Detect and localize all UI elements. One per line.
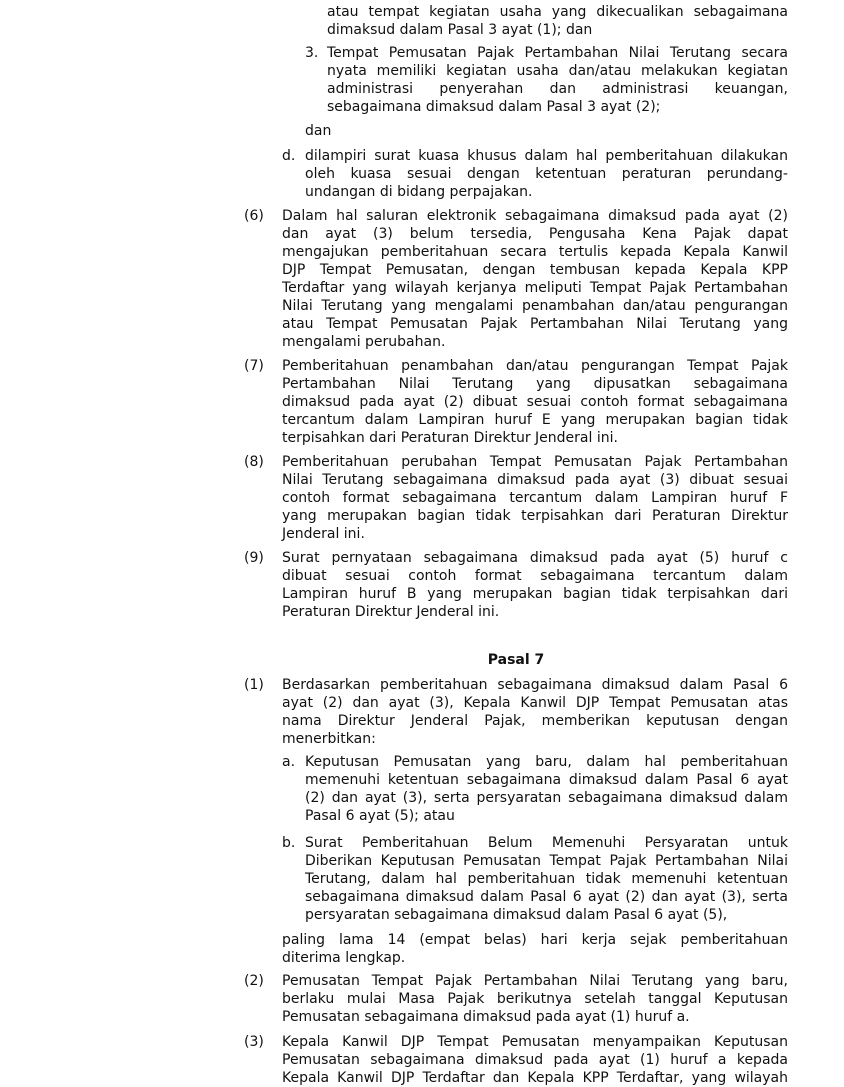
text-line: nama Direktur Jenderal Pajak, memberikan keputusan dengan xyxy=(282,713,788,729)
text-line: sebagaimana dimaksud dalam Pasal 3 ayat (2); xyxy=(327,99,661,115)
item-number: d. xyxy=(282,148,296,164)
text-line: yang merupakan bagian tidak terpisahkan dari Peraturan Direktur xyxy=(282,508,788,524)
text-line: Kepala Kanwil DJP Tempat Pemusatan menyampaikan Keputusan xyxy=(282,1034,788,1050)
item-number: (1) xyxy=(244,677,264,693)
text-line: undangan di bidang perpajakan. xyxy=(305,184,533,200)
paragraph-item-d xyxy=(305,147,788,201)
text-line: administrasi penyerahan dan administrasi keuangan, xyxy=(327,81,788,97)
paragraph-ayat-7 xyxy=(282,357,788,447)
text-line: Surat Pemberitahuan Belum Memenuhi Persyaratan untuk xyxy=(305,835,788,851)
text-line: Keputusan Pemusatan yang baru, dalam hal pemberitahuan xyxy=(305,754,788,770)
text-line: ayat (2) dan ayat (3), Kepala Kanwil DJP Tempat Pemusatan atas xyxy=(282,695,788,711)
text-line: Surat pernyataan sebagaimana dimaksud pada ayat (5) huruf c xyxy=(282,550,788,566)
text-line: Berdasarkan pemberitahuan sebagaimana dimaksud dalam Pasal 6 xyxy=(282,677,788,693)
paragraph-ayat-9 xyxy=(282,549,788,621)
text-line: berlaku mulai Masa Pajak berikutnya setelah tanggal Keputusan xyxy=(282,991,788,1007)
paragraph-dan xyxy=(305,122,788,140)
text-line: Dalam hal saluran elektronik sebagaimana dimaksud pada ayat (2) xyxy=(282,208,788,224)
text-line: atau tempat kegiatan usaha yang dikecualikan sebagaimana xyxy=(327,4,788,20)
item-number: a. xyxy=(282,754,296,770)
text-line: tercantum dalam Lampiran huruf E yang merupakan bagian tidak xyxy=(282,412,788,428)
text-line: Peraturan Direktur Jenderal ini. xyxy=(282,604,500,620)
text-line: Pemusatan sebagaimana dimaksud pada ayat (1) huruf a kepada xyxy=(282,1052,788,1068)
item-number: (7) xyxy=(244,358,264,374)
paragraph-ayat-8 xyxy=(282,453,788,543)
text-line: Terdaftar yang wilayah kerjanya meliputi Tempat Pajak Pertambahan xyxy=(282,280,788,296)
text-line: Nilai Terutang yang mengalami penambahan dan/atau pengurangan xyxy=(282,298,788,314)
item-number: (6) xyxy=(244,208,264,224)
paragraph-p7-item-a xyxy=(305,753,788,825)
text-line: memenuhi ketentuan sebagaimana dimaksud dalam Pasal 6 ayat xyxy=(305,772,788,788)
item-number: (3) xyxy=(244,1034,264,1050)
text-line: dan ayat (3) belum tersedia, Pengusaha Kena Pajak dapat xyxy=(282,226,788,242)
text-line: oleh kuasa sesuai dengan ketentuan peraturan perundang- xyxy=(305,166,788,182)
text-line: DJP Tempat Pemusatan, dengan tembusan kepada Kepala KPP xyxy=(282,262,788,278)
text-line: mengalami perubahan. xyxy=(282,334,446,350)
item-number: b. xyxy=(282,835,296,851)
text-line: Jenderal ini. xyxy=(282,526,365,542)
pasal-heading: Pasal 7 xyxy=(487,652,545,668)
text-line: Pemberitahuan perubahan Tempat Pemusatan Pajak Pertambahan xyxy=(282,454,788,470)
text-line: mengajukan pemberitahuan secara tertulis kepada Kepala Kanwil xyxy=(282,244,788,260)
item-number: (2) xyxy=(244,973,264,989)
text-line: Pemberitahuan penambahan dan/atau pengurangan Tempat Pajak xyxy=(282,358,788,374)
paragraph-p7-ayat-1 xyxy=(282,676,788,748)
text-line: (2) dan ayat (3), serta persyaratan sebagaimana dimaksud dalam xyxy=(305,790,788,806)
text-line: terpisahkan dari Peraturan Direktur Jenderal ini. xyxy=(282,430,618,446)
paragraph-ayat-6 xyxy=(282,207,788,351)
paragraph-p7-ayat-3 xyxy=(282,1033,788,1087)
text-line: Pertambahan Nilai Terutang yang dipusatkan sebagaimana xyxy=(282,376,788,392)
paragraph-item-3 xyxy=(327,44,788,116)
text-line: Diberikan Keputusan Pemusatan Tempat Pajak Pertambahan Nilai xyxy=(305,853,788,869)
text-line: paling lama 14 (empat belas) hari kerja sejak pemberitahuan xyxy=(282,932,788,948)
item-number: 3. xyxy=(305,45,319,61)
text-line: Pemusatan sebagaimana dimaksud pada ayat (1) huruf a. xyxy=(282,1009,690,1025)
text-line: Tempat Pemusatan Pajak Pertambahan Nilai Terutang secara xyxy=(327,45,788,61)
text-line: Pasal 6 ayat (5); atau xyxy=(305,808,455,824)
text-line: dimaksud pada ayat (2) dibuat sesuai contoh format sebagaimana xyxy=(282,394,788,410)
text-line: dilampiri surat kuasa khusus dalam hal pemberitahuan dilakukan xyxy=(305,148,788,164)
paragraph-p7-item-b xyxy=(305,834,788,924)
text-line: sebagaimana dimaksud dalam Pasal 6 ayat (2) dan ayat (3), serta xyxy=(305,889,788,905)
text-line: Kepala Kanwil DJP Terdaftar dan Kepala KPP Terdaftar, yang wilayah xyxy=(282,1070,788,1086)
paragraph-frag-2 xyxy=(327,3,788,39)
text-line: Pemusatan Tempat Pajak Pertambahan Nilai Terutang yang baru, xyxy=(282,973,788,989)
text-line: menerbitkan: xyxy=(282,731,376,747)
text-line: dan xyxy=(305,123,332,139)
text-line: persyaratan sebagaimana dimaksud dalam Pasal 6 ayat (5), xyxy=(305,907,728,923)
text-line: Terutang, dalam hal pemberitahuan tidak memenuhi ketentuan xyxy=(305,871,788,887)
text-line: contoh format sebagaimana tercantum dalam Lampiran huruf F xyxy=(282,490,788,506)
text-line: Lampiran huruf B yang merupakan bagian tidak terpisahkan dari xyxy=(282,586,788,602)
text-line: Nilai Terutang sebagaimana dimaksud pada ayat (3) dibuat sesuai xyxy=(282,472,788,488)
paragraph-p7-ayat-2 xyxy=(282,972,788,1026)
paragraph-paling-lama xyxy=(282,931,788,967)
text-line: dimaksud dalam Pasal 3 ayat (1); dan xyxy=(327,22,593,38)
text-line: diterima lengkap. xyxy=(282,950,406,966)
item-number: (9) xyxy=(244,550,264,566)
text-line: dibuat sesuai contoh format sebagaimana tercantum dalam xyxy=(282,568,788,584)
item-number: (8) xyxy=(244,454,264,470)
text-line: nyata memiliki kegiatan usaha dan/atau melakukan kegiatan xyxy=(327,63,788,79)
text-line: atau Tempat Pemusatan Pajak Pertambahan Nilai Terutang yang xyxy=(282,316,788,332)
